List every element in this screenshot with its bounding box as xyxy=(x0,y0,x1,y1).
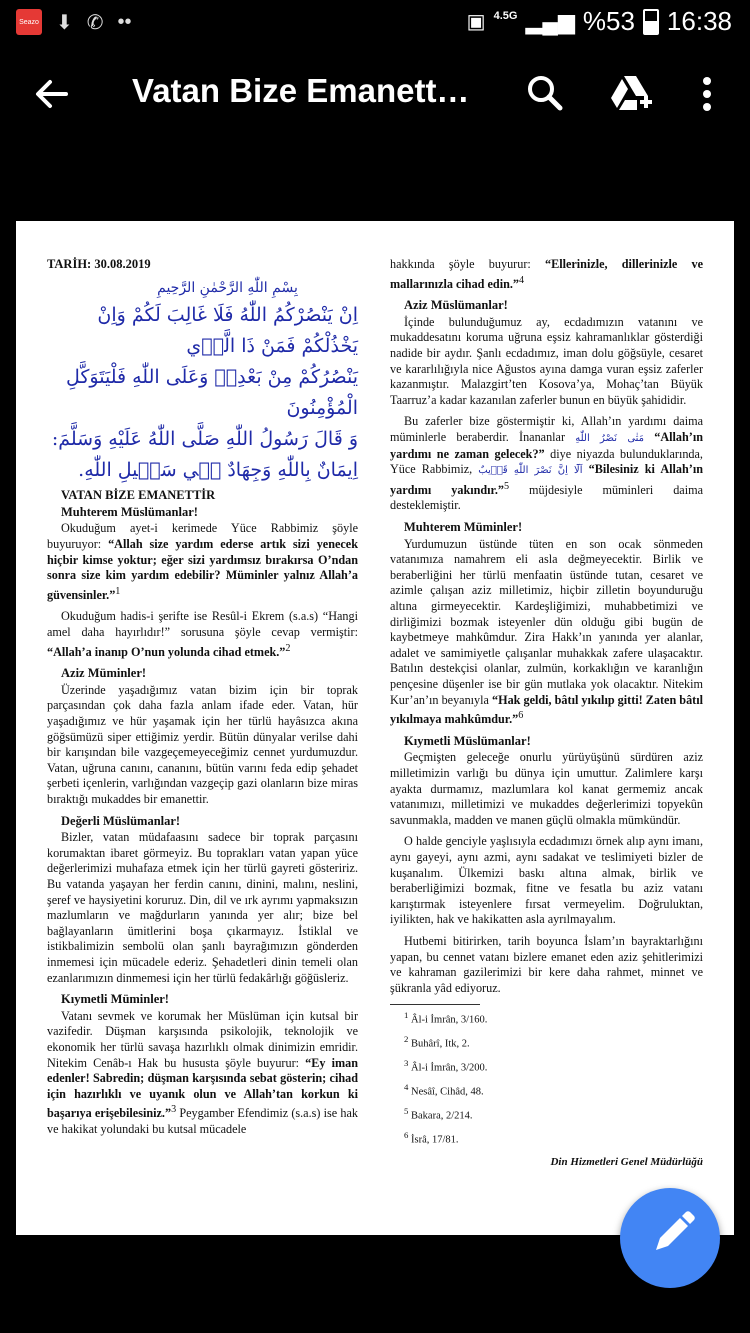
paragraph: Üzerinde yaşadığımız vatan bizim için bir toprak parçasından çok daha fazla anlam ifade eder. Vatan, hür yaşadığımız ve hür yaşamak için her türlü hayâsızca akına göğsümüzü siper ettiğimiz yerdir. Bütün dünyalar verilse dahi bir karışından bile vazgeçemeyeceğimiz cennet yurdumuzdur. Vatan, uğruna canını, cananını, bütün varını feda edip şehadet şerbeti içenlerin, varlığından vazgeçip gazi olanların bize miras bıraktığı mukaddes bir emanettir. xyxy=(47,682,358,806)
pencil-icon xyxy=(620,1188,720,1288)
section-title: Kıymetli Müslümanlar! xyxy=(404,733,531,748)
add-to-drive-button[interactable] xyxy=(610,74,654,119)
back-button[interactable] xyxy=(32,74,72,114)
network-type: 4.5G xyxy=(493,9,518,22)
sermon-date: TARİH: 30.08.2019 xyxy=(47,257,151,271)
paragraph: Bu zaferler bize göstermiştir ki, Allah’ın yardımı daima müminlerle beraberdir. İnananlar مَتٰى نَصْرُ اللّٰهِ “Allah’ın yardımı ne zaman gelecek?” diye niyazda bulunduklarında, Yüce Rabbimiz, اَلَٓا اِنَّ نَصْرَ اللّٰهِ قَر۪يبٌ “Bilesiniz ki Allah’ın yardımı yakındır.”$^5$ müjdesiyle müminleri daima desteklemiştir. xyxy=(390,414,704,513)
left-column xyxy=(47,257,358,1144)
paragraph: O halde genciyle yaşlısıyla ecdadımızı örnek alıp aynı imanı, aynı gayeyi, aynı azmi, aynı sadakat ve teslimiyeti bizler de kuşanalım. Ülkemizi baskı altına almak, birlik ve beraberliğimizi bozmak, fitne ve fesatla bu aziz vatanı karıştırmak isteyenlere fırsat vermeyelim. Doğruluktan, iyilikten, hak ve hakikatten asla ayrılmayalım. xyxy=(390,834,703,927)
footnotes xyxy=(390,1009,703,1147)
paragraph: İçinde bulunduğumuz ay, ecdadımızın vatanını ve mukaddesatını koruma uğruna eşsiz kahramanlıklar gösterdiği nadide bir aydır. Şanlı ecdadımız, iman dolu göğsüyle, cesaret ve kararlılığıyla nice Ağustos ayına damga vuran eşsiz zaferler kazanmıştır. Malazgirt’ten Kosova’ya, Mohaç’tan Büyük Taarruz’a kadar kazanılan zaferler bunun en büyük şahididir. xyxy=(390,314,703,407)
search-button[interactable] xyxy=(526,74,564,117)
battery-percent: %53 xyxy=(582,6,635,36)
whatsapp-icon: ✆ xyxy=(86,11,104,34)
paragraph: hakkında şöyle buyurur: “Ellerinizle, dillerinizle ve mallarınızla cihad edin.”$^4$ xyxy=(390,257,703,291)
back-arrow-icon xyxy=(32,74,72,114)
download-icon: ⬇ xyxy=(56,11,73,34)
section-title: Değerli Müslümanlar! xyxy=(61,813,181,828)
notification-app-icon xyxy=(16,9,42,35)
drive-add-icon xyxy=(610,74,654,114)
paragraph: Yurdumuzun üstünde tüten en son ocak sönmeden vatanımıza namahrem eli asla değmeyecektir. Birlik ve beraberliğini her türlü menfaatin üstünde tutan, cesaret ve azimle çalışan aziz milletimiz, hiçbir zilletin boyunduruğu altına girmeyecektir. Kardeşliğimizi, muhabbetimizi ve dirliğimizi bozmak isteyenler dün olduğu gibi bugün de kaybetmeye mahkûmdur. Zira Hakk’ın yanında yer alanlar, adalet ve samimiyetle çalışanlar muhakkak zafere ulaşacaktır. Batılın destekçisi olanlar, zulmün, korkaklığın ve karanlığın pençesine düşenler ise bir gün mutlaka yok olacaktır. Nitekim Kur’an’ın beyanıyla “Hak geldi, bâtıl yıkılıp gitti! Zaten bâtıl yıkılmaya mahkûmdur.”$^6$ xyxy=(390,536,703,727)
sermon-heading: VATAN BİZE EMANETTİR xyxy=(61,488,216,503)
footnote: $^4$ Nesâî, Cihâd, 48. xyxy=(404,1082,484,1098)
arabic-line: اِنْ يَنْصُرْكُمُ اللّٰهُ فَلَا غَالِبَ لَكُمْ وَاِنْ يَخْذُلْكُمْ فَمَنْ ذَا الَّذ۪ي xyxy=(97,304,358,358)
footnote: $^2$ Buhârî, Itk, 2. xyxy=(404,1034,470,1050)
more-notifications-icon: •• xyxy=(117,10,132,33)
status-bar xyxy=(0,0,750,46)
search-icon xyxy=(526,74,564,112)
document-page[interactable] xyxy=(16,221,734,1235)
section-title: Muhterem Müminler! xyxy=(404,520,523,535)
arabic-line: وَ قَالَ رَسُولُ اللّٰهِ صَلَّى اللّٰهُ عَلَيْهِ وَسَلَّمَ: xyxy=(51,428,358,451)
signal-icon: ▂▄▆ xyxy=(525,8,575,34)
more-options-button[interactable] xyxy=(700,76,714,117)
footnote: $^3$ Âl-i İmrân, 3/200. xyxy=(404,1058,488,1074)
clock: 16:38 xyxy=(666,6,732,36)
footnote: $^1$ Âl-i İmrân, 3/160. xyxy=(404,1010,488,1026)
notification-app-label: Seazo xyxy=(19,18,39,26)
battery-icon xyxy=(643,9,659,35)
paragraph: Okuduğum ayet-i kerimede Yüce Rabbimiz şöyle buyuruyor: “Allah size yardım ederse artık sizi yenecek hiçbir kimse yoktur; eğer sizi yardımsız bırakırsa O’ndan sonra size kim yardım edebilir? Müminler yalnız Allah’a güvensinler.”$^1$ xyxy=(47,521,358,602)
paragraph: Vatanı sevmek ve korumak her Müslüman için kutsal bir vazifedir. Düşman karşısında psikolojik, teknolojik ve ekonomik her türlü savaşa hazırlıklı olmak dinimizin emridir. Nitekim Cenâb-ı Hak bu hususta şöyle buyurur: “Ey iman edenler! Sabredin; düşman karşısında sebat gösterin; cihad için hazırlıklı ve uyanık olun ve Allah’tan korkun ki başarıya erişebilesiniz.”$^3$ Peygamber Efendimiz (s.a.s) ise hak ve hakikat yolundaki bu kutsal mücadele xyxy=(47,1008,358,1136)
arabic-line: اِيمَانٌ بِاللّٰهِ وَجِهَادٌ ف۪ي سَب۪يلِ اللّٰهِ. xyxy=(78,459,358,482)
footnote-divider xyxy=(390,1004,480,1005)
bismillah-calligraphy: بِسْمِ اللّٰهِ الرَّحْمٰنِ الرَّحِيمِ xyxy=(157,279,298,296)
paragraph: Bizler, vatan müdafaasını sadece bir toprak parçasını korumaktan ibaret görmeyiz. Bu toprakları vatan yapan yüce değerlerimizi muhafaza etmek için her türlü gayreti gösteririz. Bu vatanda yaşayan her ferdin canını, dinini, malını, neslini, şeref ve haysiyetini koruruz. Din, dil ve ırk ayrımı yapmaksızın mazlumların ve mağdurların yanında yer alır; bize bel bağlayanların ümitlerini boşa çıkarmayız. İstiklal ve istikbalimizin sembolü olan şanlı bayrağımızın gönderden inmemesi için mücadele ederiz. Şehadetleri dinin temeli olan ezanlarımızın dinmemesi için her türlü fedakârlığı göğüsleriz. xyxy=(47,830,358,985)
app-bar xyxy=(0,46,750,146)
arabic-line: يَنْصُرُكُمْ مِنْ بَعْدِه۪ وَعَلَى اللّٰهِ فَلْيَتَوَكَّلِ الْمُؤْمِنُونَ xyxy=(65,366,358,420)
section-title: Aziz Müminler! xyxy=(61,666,147,681)
section-title: Muhterem Müslümanlar! xyxy=(61,504,198,519)
more-vert-icon xyxy=(700,76,714,112)
section-title: Aziz Müslümanlar! xyxy=(404,298,508,313)
right-column xyxy=(390,257,703,1171)
arabic-verse xyxy=(47,300,358,486)
footnote: $^5$ Bakara, 2/214. xyxy=(404,1106,473,1122)
section-title: Kıymetli Müminler! xyxy=(61,992,169,1007)
no-sim-icon: ▣ xyxy=(466,11,486,33)
footnote: $^6$ İsrâ, 17/81. xyxy=(404,1130,459,1146)
paragraph: Hutbemi bitirirken, tarih boyunca İslam’ın bayraktarlığını yapan, bu cennet vatanı bizlere emanet eden aziz şehitlerimizi ve kahraman gazilerimizi bir kere daha rahmet, minnet ve şükranla yâd ediyoruz. xyxy=(390,933,703,995)
document-title: Vatan Bize Emanett… xyxy=(132,72,470,109)
signature: Din Hizmetleri Genel Müdürlüğü xyxy=(550,1156,703,1169)
paragraph: Geçmişten geleceğe onurlu yürüyüşünü sürdüren aziz milletimizin varlığı bu dünya için umuttur. Zalimlere karşı ayakta durmamız, mazlumlara kol kanat germemiz ancak vatanımızı, milletimizi ve mukaddes değerlerimizi topyekûn savunmakla, madden ve manen güçlü olmakla mümkündür. xyxy=(390,750,703,827)
paragraph: Okuduğum hadis-i şerifte ise Resûl-i Ekrem (s.a.s) “Hangi amel daha hayırlıdır!” sorusuna şöyle cevap vermiştir: “Allah’a inanıp O’nun yolunda cihad etmek.”$^2$ xyxy=(47,609,358,659)
edit-fab-button[interactable] xyxy=(620,1188,720,1288)
